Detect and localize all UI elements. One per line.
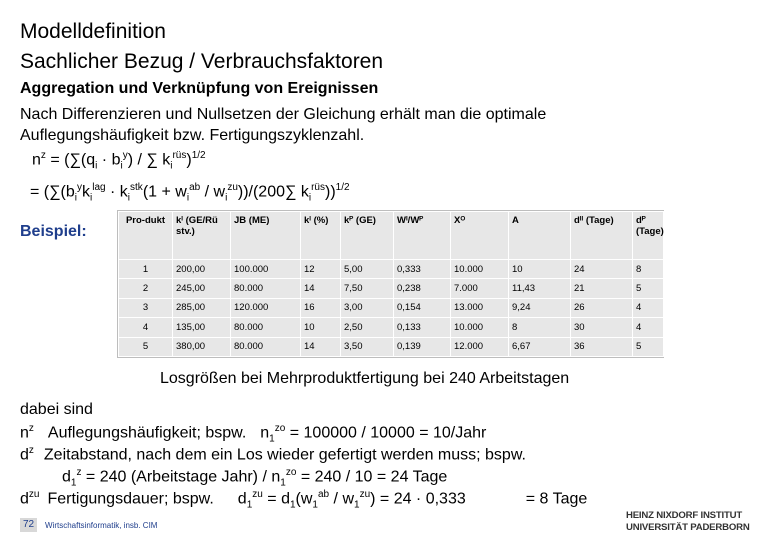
table-cell: 3,50 [341, 337, 394, 356]
table-cell: 120.000 [231, 298, 301, 317]
table-header: kᴵ (GE/Rü stv.) [173, 212, 231, 260]
table-header: dᴵᴵ (Tage) [571, 212, 633, 260]
table-cell: 0,133 [394, 318, 451, 337]
table-cell: 1 [119, 260, 173, 279]
definition-nz: $n^z$ Auflegungshäufigkeit; bspw. $n_1^{zo} = 100000 / 10000$ = 10/Jahr [20, 423, 487, 445]
table-row [119, 260, 664, 279]
table-cell: 2,50 [341, 318, 394, 337]
institute-logo [626, 510, 760, 536]
table-header: dᴾ (Tage) [633, 212, 664, 260]
table-cell: 200,00 [173, 260, 231, 279]
table-row [119, 318, 664, 337]
table-cell: 245,00 [173, 279, 231, 298]
table-cell: 24 [571, 260, 633, 279]
table-cell: 5 [633, 279, 664, 298]
logo-line1: HEINZ NIXDORF INSTITUT [626, 510, 743, 521]
logo-line2: UNIVERSITÄT PADERBORN [626, 522, 750, 533]
table-cell: 12 [301, 260, 341, 279]
table-cell: 80.000 [231, 279, 301, 298]
table-cell: 10.000 [451, 318, 509, 337]
table-cell: 0,139 [394, 337, 451, 356]
definition-dz: $d^z$ Zeitabstand, nach dem ein Los wieder gefertigt werden muss; bspw. [20, 445, 526, 464]
table-cell: 14 [301, 279, 341, 298]
formula-expanded: = ($\sum(b_i^yk_i^{lag} \cdot k_i^{stk}(1 + w_i^{ab} / w_i^{zu}))/(200\sum$ $k_i^{rüs}))^{1/2}$ [30, 182, 350, 204]
table-cell: 5 [119, 337, 173, 356]
table-cell: 285,00 [173, 298, 231, 317]
table-header-row [119, 212, 664, 260]
table-cell: 0,238 [394, 279, 451, 298]
definitions-intro: dabei sind [20, 401, 93, 418]
table-cell: 8 [509, 318, 571, 337]
table-header: Xᴼ [451, 212, 509, 260]
table-cell: 11,43 [509, 279, 571, 298]
table-row [119, 279, 664, 298]
table-cell: 21 [571, 279, 633, 298]
slide-subtitle: Aggregation und Verknüpfung von Ereignissen [20, 80, 379, 97]
table-cell: 4 [633, 318, 664, 337]
paragraph-line1: Nach Differenzieren und Nullsetzen der Gleichung erhält man die optimale [20, 106, 547, 123]
table-cell: 135,00 [173, 318, 231, 337]
example-table-container [117, 210, 664, 358]
table-cell: 16 [301, 298, 341, 317]
definition-dz-example: $d_1^z = 240$ (Arbeitstage Jahr) / $n_1^{zo} = 240 / 10 = 24$ Tage [62, 467, 448, 489]
table-cell: 2 [119, 279, 173, 298]
table-cell: 12.000 [451, 337, 509, 356]
table-cell: 80.000 [231, 318, 301, 337]
table-cell: 80.000 [231, 337, 301, 356]
table-cell: 5 [633, 337, 664, 356]
table-cell: 4 [633, 298, 664, 317]
slide-title-line2: Sachlicher Bezug / Verbrauchsfaktoren [20, 50, 384, 73]
table-cell: 7,50 [341, 279, 394, 298]
table-cell: 9,24 [509, 298, 571, 317]
paragraph-line2: Auflegungshäufigkeit bzw. Fertigungszyklenzahl. [20, 127, 365, 144]
table-cell: 5,00 [341, 260, 394, 279]
table-header: Wᴵ/Wᴾ [394, 212, 451, 260]
example-table [118, 211, 664, 357]
table-cell: 3 [119, 298, 173, 317]
formula-optimal-frequency: $n^z = (\sum(q_i \cdot b_i^y)$ / ∑ $k_i^{rüs})^{1/2}$ [32, 150, 206, 172]
slide-title: Modelldefinition [20, 20, 166, 43]
beispiel-label: Beispiel: [20, 223, 87, 240]
table-cell: 6,67 [509, 337, 571, 356]
table-cell: 14 [301, 337, 341, 356]
table-cell: 30 [571, 318, 633, 337]
table-cell: 7.000 [451, 279, 509, 298]
table-cell: 26 [571, 298, 633, 317]
table-header: JB (ME) [231, 212, 301, 260]
page-number: 72 [20, 518, 37, 532]
table-cell: 4 [119, 318, 173, 337]
table-header: kᴵ (%) [301, 212, 341, 260]
table-cell: 10.000 [451, 260, 509, 279]
footer-course: Wirtschaftsinformatik, insb. CIM [45, 521, 158, 530]
table-cell: 3,00 [341, 298, 394, 317]
table-header: A [509, 212, 571, 260]
table-caption: Losgrößen bei Mehrproduktfertigung bei 240 Arbeitstagen [160, 370, 570, 387]
table-cell: 0,154 [394, 298, 451, 317]
table-cell: 13.000 [451, 298, 509, 317]
table-header: kᴾ (GE) [341, 212, 394, 260]
table-row [119, 337, 664, 356]
table-cell: 0,333 [394, 260, 451, 279]
definition-dzu: $d^{zu}$ Fertigungsdauer; bspw. $d_1^{zu} = d_1(w_1^{ab} / w_1^{zu}) = 24 \cdot 0,333 = 8$ Tage [20, 489, 588, 511]
table-cell: 100.000 [231, 260, 301, 279]
table-row [119, 298, 664, 317]
table-header: Pro-dukt [119, 212, 173, 260]
table-cell: 10 [301, 318, 341, 337]
table-cell: 380,00 [173, 337, 231, 356]
table-cell: 36 [571, 337, 633, 356]
table-cell: 10 [509, 260, 571, 279]
table-cell: 8 [633, 260, 664, 279]
